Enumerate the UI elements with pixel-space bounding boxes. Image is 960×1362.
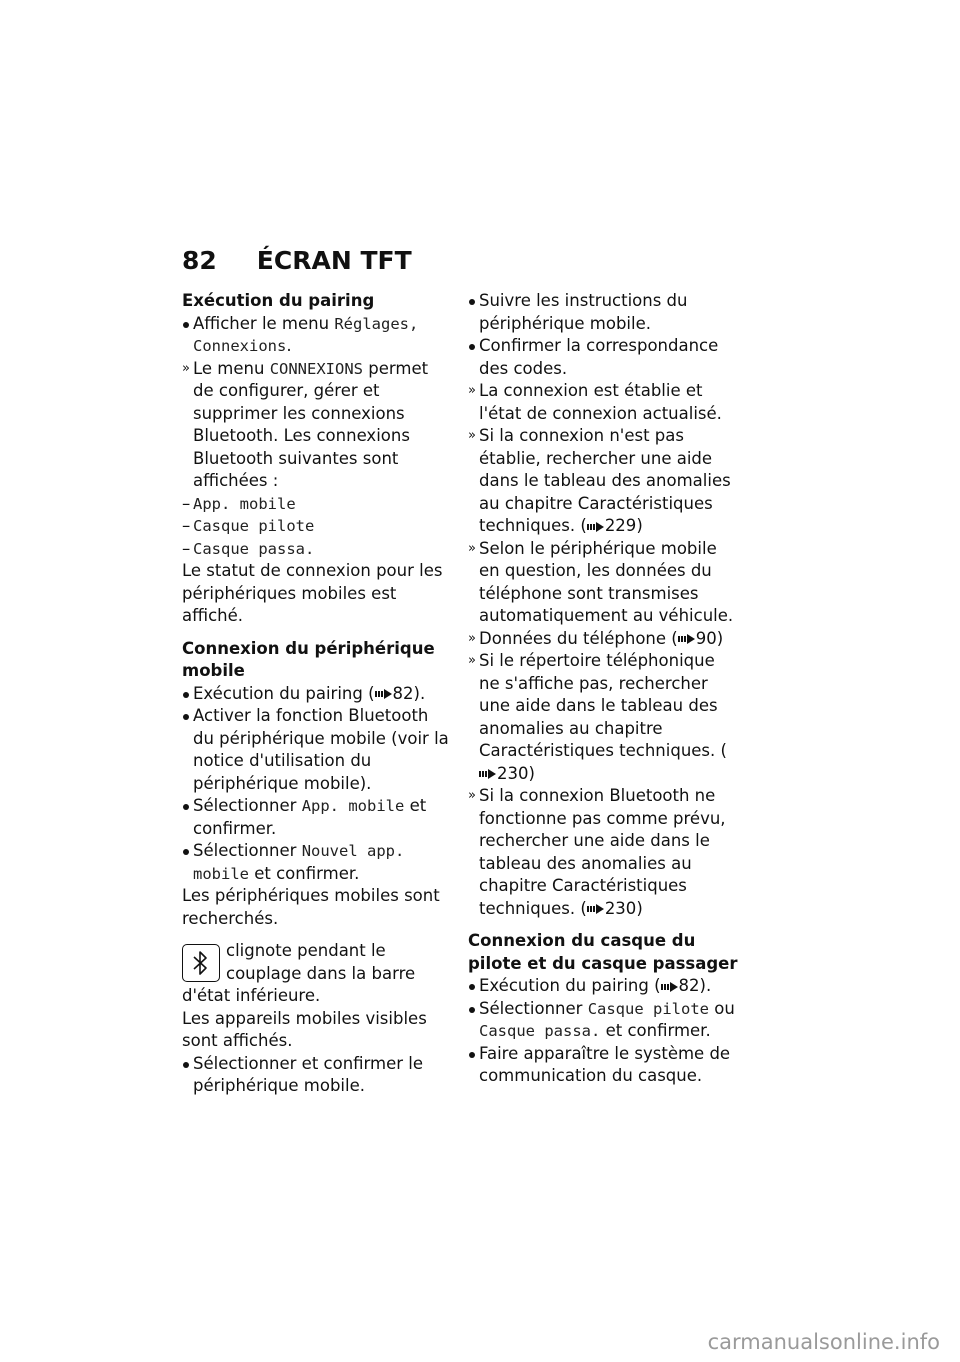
paragraph: Le statut de connexion pour les périphériques mobiles est affiché. [182, 561, 443, 625]
dash-item: – Casque passa. [182, 538, 315, 558]
section-title: ÉCRAN TFT [256, 246, 412, 275]
page-number: 82 [182, 246, 217, 275]
result-item: » Si la connexion n'est pas établie, rechercher une aide dans le tableau des anomalies au chapitre Caractéristiques techniques. ( 229) [468, 426, 731, 535]
result-arrow-icon: » [468, 383, 476, 398]
list-item: Exécution du pairing ( 82). [182, 683, 452, 706]
bluetooth-note: clignote pendant le couplage dans la barre d'état inférieure. [182, 941, 416, 1005]
heading-connect-mobile: Connexion du périphérique mobile [182, 638, 435, 680]
bluetooth-icon [182, 944, 220, 982]
right-column [468, 290, 740, 1088]
heading-pairing: Exécution du pairing [182, 291, 375, 310]
result-arrow-icon: » [468, 630, 476, 646]
result-item: » Le menu CONNEXIONS permet de configurer, gérer et supprimer les connexions Bluetooth. Les connexions Bluetooth suivantes sont affichées : [182, 358, 429, 490]
list-item: Sélectionner Nouvel app. mobile et confirmer. [182, 840, 452, 885]
list-item: Sélectionner Casque pilote ou Casque passa. et confirmer. [468, 998, 740, 1043]
watermark: carmanualsonline.info [707, 1330, 940, 1354]
page-ref-arrow-icon [479, 768, 497, 780]
dash-item: – App. mobile [182, 493, 296, 513]
page-ref-arrow-icon [678, 633, 696, 645]
list-item: Sélectionner App. mobile et confirmer. [182, 795, 452, 840]
list-item: Activer la fonction Bluetooth du périphérique mobile (voir la notice d'utilisation du périphérique mobile). [182, 705, 452, 795]
result-item: » La connexion est établie et l'état de connexion actualisé. [468, 381, 722, 423]
left-column [182, 290, 452, 1098]
list-item: Suivre les instructions du périphérique mobile. [468, 290, 740, 335]
result-item: » Selon le périphérique mobile en question, les données du téléphone sont transmises automatiquement au véhicule. [468, 538, 734, 625]
result-item: » Données du téléphone ( 90) [468, 628, 740, 651]
dash-item: – Casque pilote [182, 516, 315, 535]
paragraph: Les périphériques mobiles sont recherchés. [182, 886, 440, 928]
list-item: Faire apparaître le système de communication du casque. [468, 1043, 740, 1088]
result-arrow-icon: » [468, 653, 476, 668]
result-item: » Si la connexion Bluetooth ne fonctionne pas comme prévu, rechercher une aide dans le tableau des anomalies au chapitre Caractéristiques techniques. ( 230) [468, 786, 726, 918]
list-item: Afficher le menu Réglages, Connexions. [182, 313, 452, 358]
page-ref-arrow-icon [587, 903, 605, 915]
result-arrow-icon: » [468, 788, 476, 803]
heading-connect-helmets: Connexion du casque du pilote et du casque passager [468, 931, 738, 973]
list-item: Exécution du pairing ( 82). [468, 975, 740, 998]
list-item: Sélectionner et confirmer le périphérique mobile. [182, 1053, 452, 1098]
page-ref-arrow-icon [587, 521, 605, 533]
list-item: Confirmer la correspondance des codes. [468, 335, 740, 380]
paragraph: Les appareils mobiles visibles sont affichés. [182, 1008, 427, 1050]
result-arrow-icon: » [468, 428, 476, 443]
result-item: » Si le répertoire téléphonique ne s'affiche pas, rechercher une aide dans le tableau des anomalies au chapitre Caractéristiques techniques. (230) [468, 651, 727, 783]
page-ref-arrow-icon [375, 688, 393, 700]
result-arrow-icon: » [468, 540, 476, 556]
page-header [182, 246, 412, 275]
page-ref-arrow-icon [661, 981, 679, 993]
result-arrow-icon: » [182, 360, 190, 376]
